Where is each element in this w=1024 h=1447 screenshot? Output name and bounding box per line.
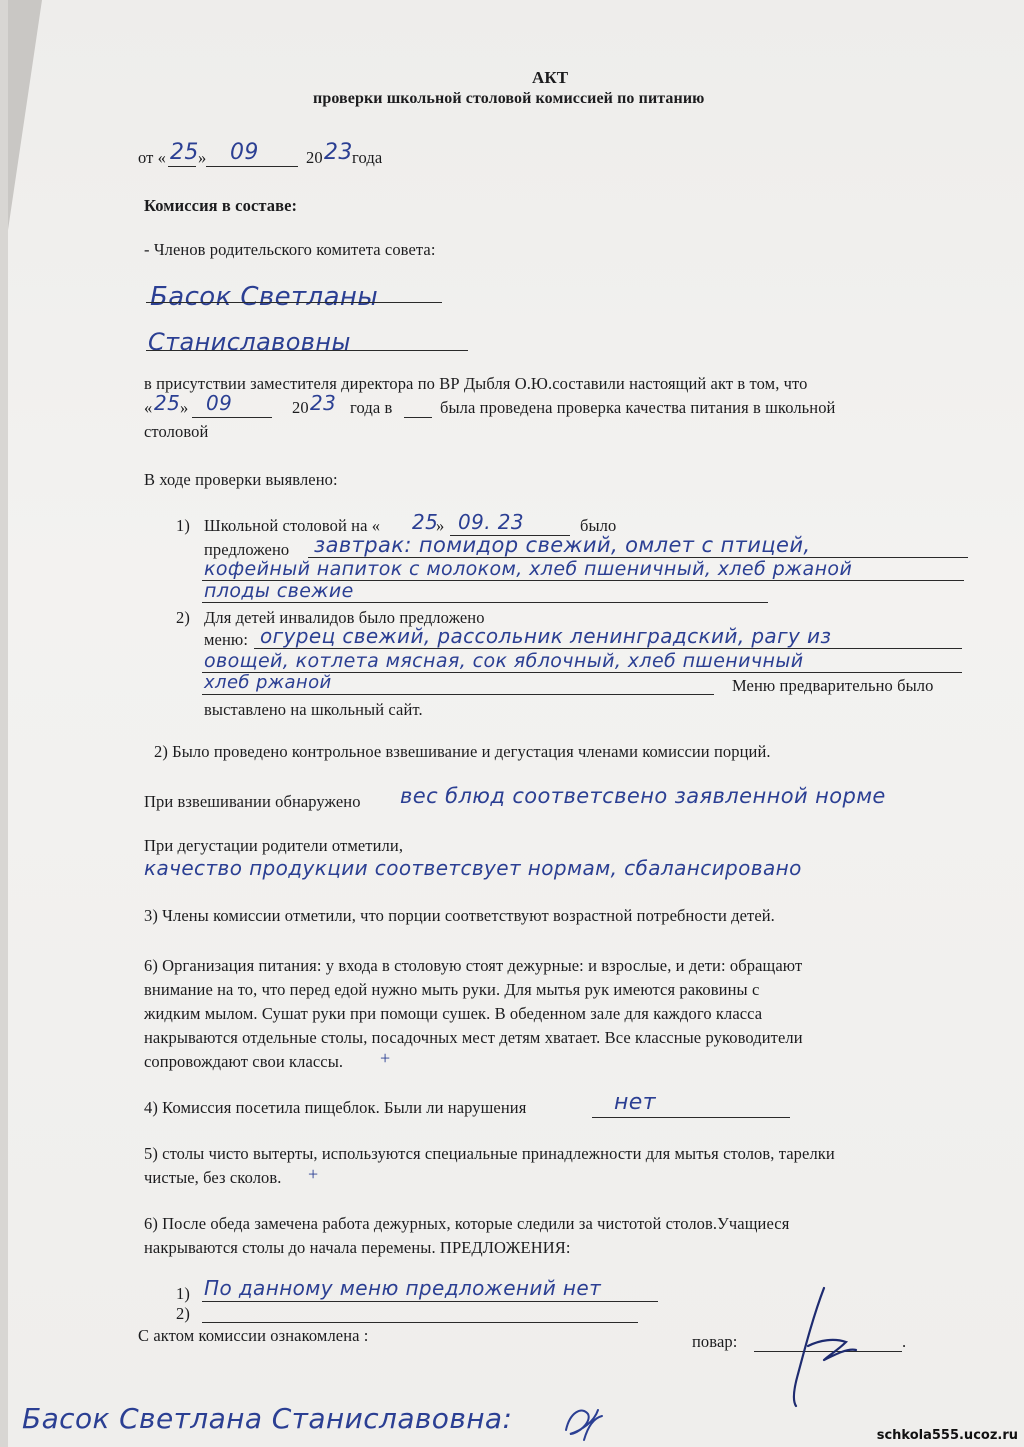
signer-signature (558, 1400, 608, 1444)
presence-year-prefix: 20 (292, 398, 309, 417)
presence-month-underline (192, 417, 272, 418)
presence-year-suffix: 23 (310, 391, 337, 415)
presence-line1: в присутствии заместителя директора по ВР Дыбля О.Ю.составили настоящий акт в том, что (144, 374, 808, 393)
item2-line3-underline (202, 694, 714, 695)
presence-month: 09 (206, 391, 233, 415)
section5-line2: чистые, без сколов. (144, 1168, 282, 1187)
item2-menu-label: меню: (204, 630, 249, 649)
presence-qclose: » (180, 398, 189, 417)
presence-rest: была проведена проверка качества питания в школьной (440, 398, 836, 417)
date-month-underline (206, 166, 298, 167)
weighing-found-label: При взвешивании обнаружено (144, 792, 361, 811)
section6a-plus-mark: + (380, 1048, 391, 1068)
date-year-suffix: 23 (324, 140, 353, 165)
acknowledgement-text: С актом комиссии ознакомлена : (138, 1326, 369, 1345)
document-page (8, 0, 1024, 1447)
item1-close: » (436, 516, 445, 535)
date-day: 25 (170, 140, 199, 165)
member-name-line1: Басок Светланы (150, 282, 379, 312)
section5-plus-mark: + (308, 1164, 319, 1184)
section6a-line2: внимание на то, что перед едой нужно мыть руки. Для мытья рук имеются раковины с (144, 980, 760, 999)
item2-text: Для детей инвалидов было предложено (204, 608, 485, 627)
date-suffix: года (352, 148, 383, 167)
item1-menu-line2: кофейный напиток с молоком, хлеб пшеничный, хлеб ржаной (204, 558, 853, 580)
cook-dot: . (902, 1332, 907, 1351)
member-name-line2: Станиславовны (148, 328, 351, 356)
item1-was: было (580, 516, 617, 535)
presence-day: 25 (154, 391, 181, 415)
item1-day: 25 (412, 510, 439, 534)
presence-line3: столовой (144, 422, 209, 441)
weighing-found-value: вес блюд соответсвено заявленной норме (400, 784, 886, 808)
date-year-prefix: 20 (306, 148, 323, 167)
item2-last: выставлено на школьный сайт. (204, 700, 423, 719)
item1-text: Школьной столовой на « (204, 516, 381, 535)
item2-after: Меню предварительно было (732, 676, 934, 695)
member-line1-underline (146, 302, 442, 303)
section6a-line1: 6) Организация питания: у входа в столовую стоят дежурные: и взрослые, и дети: обращают (144, 956, 803, 975)
section4-underline (592, 1117, 790, 1118)
tasting-label: При дегустации родители отметили, (144, 836, 404, 855)
item2-line1-underline (254, 648, 962, 649)
member-line2-underline (146, 350, 468, 351)
tasting-value: качество продукции соответсвует нормам, сбалансировано (144, 856, 802, 880)
proposal2-underline (202, 1322, 638, 1323)
presence-qopen: « (144, 398, 153, 417)
signer-full-name: Басок Светлана Станиславовна: (22, 1402, 513, 1435)
date-prefix: от « (138, 148, 167, 167)
item1-offered: предложено (204, 540, 290, 559)
cook-label: повар: (692, 1332, 738, 1351)
date-month: 09 (230, 140, 259, 165)
section5-line1: 5) столы чисто вытерты, используются специальные принадлежности для мытья столов, тарелки (144, 1144, 835, 1163)
members-label: - Членов родительского комитета совета: (144, 240, 436, 259)
presence-year-word: года в (350, 398, 393, 417)
act-title: АКТ (532, 68, 569, 87)
findings-heading: В ходе проверки выявлено: (144, 470, 338, 489)
item1-menu-line3: плоды свежие (204, 580, 354, 602)
section6a-line5: сопровождают свои классы. (144, 1052, 344, 1071)
section6b-line1: 6) После обеда замечена работа дежурных, которые следили за чистотой столов.Учащиеся (144, 1214, 790, 1233)
date-quote: » (198, 148, 207, 167)
section6b-line2: накрываются столы до начала перемены. ПРЕДЛОЖЕНИЯ: (144, 1238, 571, 1257)
section6a-line4: накрываются отдельные столы, посадочных мест детям хватает. Все классные руководители (144, 1028, 803, 1047)
item1-number: 1) (176, 516, 190, 535)
item1-line3-underline (202, 602, 768, 603)
proposal1-underline (202, 1301, 658, 1302)
presence-time-blank (404, 417, 432, 418)
section4-answer: нет (614, 1090, 656, 1115)
date-day-underline (168, 166, 196, 167)
watermark: schkola555.ucoz.ru (876, 1428, 1018, 1443)
proposal2-number: 2) (176, 1304, 190, 1323)
item2-menu-line1: огурец свежий, рассольник ленинградский, рагу из (260, 624, 832, 648)
proposal1-text: По данному меню предложений нет (204, 1276, 602, 1300)
commission-heading: Комиссия в составе: (144, 196, 298, 215)
item2-menu-line3: хлеб ржаной (204, 672, 332, 693)
section4-text: 4) Комиссия посетила пищеблок. Были ли нарушения (144, 1098, 527, 1117)
section6a-line3: жидким мылом. Сушат руки при помощи сушек. В обеденном зале для каждого класса (144, 1004, 763, 1023)
act-subtitle: проверки школьной столовой комиссией по питанию (313, 90, 705, 107)
item1-menu-line1: завтрак: помидор свежий, омлет с птицей, (314, 533, 811, 557)
proposal1-number: 1) (176, 1284, 190, 1303)
cook-signature (784, 1284, 864, 1414)
weighing-text: 2) Было проведено контрольное взвешивание и дегустация членами комиссии порций. (154, 742, 771, 761)
item2-menu-line2: овощей, котлета мясная, сок яблочный, хлеб пшеничный (204, 650, 804, 672)
item2-number: 2) (176, 608, 190, 627)
item1-date: 09. 23 (458, 510, 525, 534)
section3-text: 3) Члены комиссии отметили, что порции соответствуют возрастной потребности детей. (144, 906, 775, 925)
paper-shadow (8, 0, 42, 230)
